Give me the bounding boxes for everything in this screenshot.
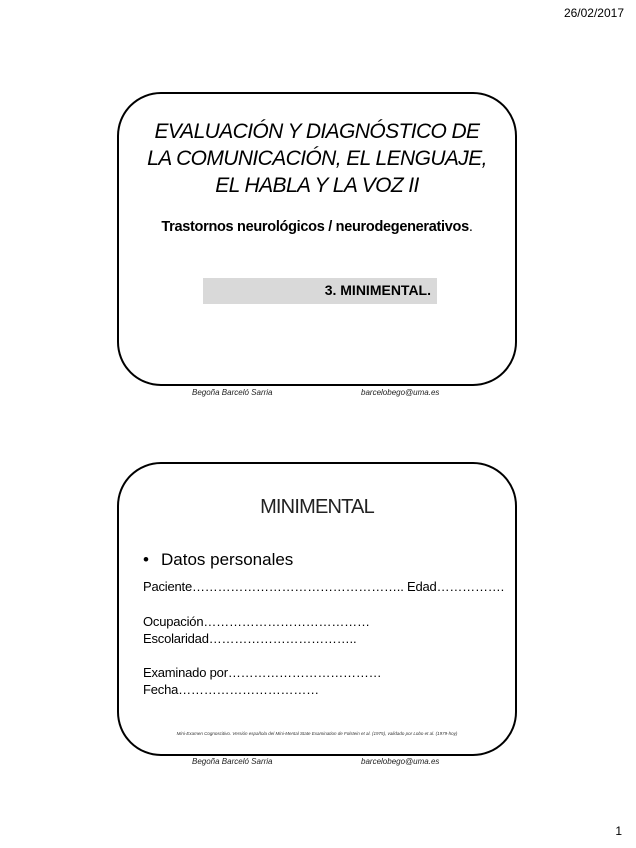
title-line-3: EL HABLA Y LA VOZ II [215, 174, 419, 197]
print-date: 26/02/2017 [563, 6, 624, 20]
field-escolaridad: Escolaridad…………………………….. [143, 631, 357, 646]
subtitle-text: Trastornos neurológicos / neurodegenerativos [161, 219, 469, 235]
field-ocupacion: Ocupación………………………………… [143, 614, 370, 629]
slide-2-credit: Mini-Examen Cognoscitivo. Versión española del Mini-Mental State Examination de Folstein et al. (1975), validado por Lobo et al. (1979-hoy) [176, 731, 458, 736]
bullet-text: Datos personales [161, 550, 294, 569]
field-paciente: Paciente………………………………………….. Edad……………. [143, 579, 504, 594]
footer-author: Begoña Barceló Sarria [192, 757, 273, 766]
page-number: 1 [615, 824, 622, 838]
slide-2 [117, 462, 517, 756]
slide-1-title [119, 118, 515, 199]
field-examinado: Examinado por……………………………… [143, 665, 382, 680]
slide-2-title: MINIMENTAL [260, 496, 374, 518]
footer-email: barcelobego@uma.es [361, 388, 440, 397]
footer-email: barcelobego@uma.es [361, 757, 440, 766]
bullet-datos-personales [143, 550, 293, 570]
section-highlight [203, 278, 437, 304]
field-fecha: Fecha…………………………… [143, 682, 319, 697]
slide-1-subtitle [119, 219, 515, 235]
title-line-1: EVALUACIÓN Y DIAGNÓSTICO DE [154, 120, 480, 143]
footer-author: Begoña Barceló Sarria [192, 388, 273, 397]
bullet-dot: • [143, 550, 149, 569]
section-label: 3. MINIMENTAL. [324, 282, 431, 298]
title-line-2: LA COMUNICACIÓN, EL LENGUAJE, [147, 147, 487, 170]
slide-1 [117, 92, 517, 386]
subtitle-period: . [468, 219, 473, 235]
